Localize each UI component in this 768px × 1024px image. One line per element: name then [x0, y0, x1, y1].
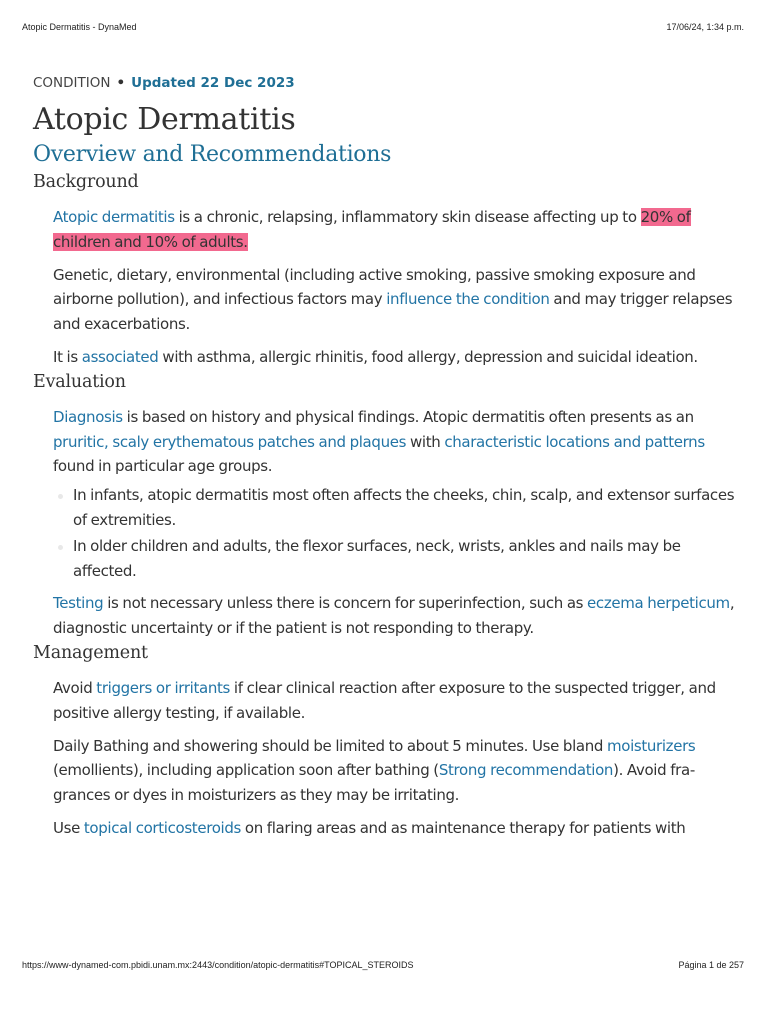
page-subtitle: Overview and Recommendations — [33, 142, 392, 167]
list-item — [53, 483, 739, 533]
print-footer-url: https://www-dynamed-com.pbidi.unam.mx:2443/condition/atopic-dermatitis#TOPICAL_STEROIDS — [22, 960, 414, 970]
print-header-title: Atopic Dermatitis - DynaMed — [22, 22, 137, 32]
section-heading-management: Management — [33, 642, 148, 663]
print-header — [22, 22, 746, 36]
link-eczema-herpeticum[interactable]: eczema herpeticum — [587, 594, 730, 613]
paragraph-text: Genetic, dietary, environmental (including active smoking, passive smoking exposure and airborne pollution), and infectious factors may — [53, 265, 696, 309]
paragraph-text: Avoid — [53, 678, 97, 697]
link-pruritic-patches[interactable]: pruritic, scaly erythematous patches and plaques — [53, 432, 407, 451]
link-atopic-dermatitis[interactable]: Atopic dermatitis — [53, 208, 175, 226]
link-triggers-or-irritants[interactable]: triggers or irritants — [96, 678, 230, 697]
meta-separator: • — [116, 75, 126, 91]
highlighted-text: 20% of children and 10% of adults. — [53, 208, 691, 251]
paragraph-text: , diagnostic uncertainty or if the patient is not responding to therapy. — [53, 594, 735, 638]
link-associated[interactable]: associated — [81, 347, 159, 366]
paragraph-text: is a chronic, relapsing, inflammatory skin disease affecting up to — [174, 208, 641, 226]
section-heading-background: Background — [33, 172, 139, 192]
paragraph — [53, 345, 739, 370]
paragraph-text: ). Avoid fragrances or dyes in moisturizers as they may be irritating. — [53, 761, 696, 805]
updated-date: Updated 22 Dec 2023 — [131, 75, 295, 91]
content-type-label: CONDITION — [33, 75, 111, 91]
page-title: Atopic Dermatitis — [33, 102, 296, 137]
paragraph-text: (emollients), including application soon after bathing ( — [53, 761, 439, 780]
article-meta — [33, 72, 738, 94]
link-testing[interactable]: Testing — [53, 594, 104, 613]
bullet-icon — [58, 545, 63, 550]
paragraph — [53, 263, 739, 337]
link-moisturizers[interactable]: moisturizers — [606, 736, 696, 755]
link-influence-the-condition[interactable]: influence the condition — [386, 290, 550, 309]
list-item-text: In infants, atopic dermatitis most often affects the cheeks, chin, scalp, and extensor surfaces of extremities. — [73, 486, 735, 529]
paragraph-text: is not necessary unless there is concern for superinfection, such as — [103, 594, 588, 613]
link-strong-recommendation[interactable]: Strong recommendation — [438, 761, 614, 780]
paragraph-text: and may trigger relapses and exacerbations. — [53, 290, 733, 334]
paragraph-text: It is — [53, 347, 82, 366]
paragraph-text: is based on history and physical findings. Atopic dermatitis often presents as an — [122, 407, 694, 426]
link-topical-corticosteroids[interactable]: topical corticosteroids — [83, 818, 241, 837]
paragraph — [53, 405, 739, 479]
paragraph-text: found in particular age groups. — [53, 457, 273, 476]
paragraph-text: if clear clinical reaction after exposure to the suspected trigger, and positive allergy testing, if available. — [53, 678, 716, 722]
paragraph-text: with asthma, allergic rhinitis, food allergy, depression and suicidal ideation. — [158, 347, 698, 366]
bullet-list — [53, 483, 739, 583]
print-footer — [22, 960, 746, 974]
print-header-datetime: 17/06/24, 1:34 p.m. — [666, 22, 744, 32]
section-heading-evaluation: Evaluation — [33, 371, 126, 392]
section-background — [53, 205, 739, 370]
paragraph-text: with — [406, 432, 445, 451]
bullet-icon — [58, 494, 63, 499]
paragraph — [53, 816, 739, 841]
paragraph-text: Daily Bathing and showering should be limited to about 5 minutes. Use bland — [53, 736, 607, 755]
link-diagnosis[interactable]: Diagnosis — [53, 407, 123, 426]
link-characteristic-locations[interactable]: characteristic locations and patterns — [444, 432, 705, 451]
section-management — [53, 676, 739, 841]
list-item-text: In older children and adults, the flexor surfaces, neck, wrists, ankles and nails may be affected. — [73, 536, 681, 580]
paragraph — [53, 205, 739, 255]
paragraph-text: Use — [53, 818, 84, 837]
section-evaluation — [53, 405, 739, 641]
article — [33, 72, 738, 841]
paragraph-text: on flaring areas and as maintenance therapy for patients with — [240, 818, 686, 837]
paragraph — [53, 676, 739, 726]
print-footer-page-number: Página 1 de 257 — [678, 960, 744, 970]
list-item — [53, 534, 739, 584]
paragraph — [53, 591, 739, 641]
paragraph — [53, 734, 739, 808]
